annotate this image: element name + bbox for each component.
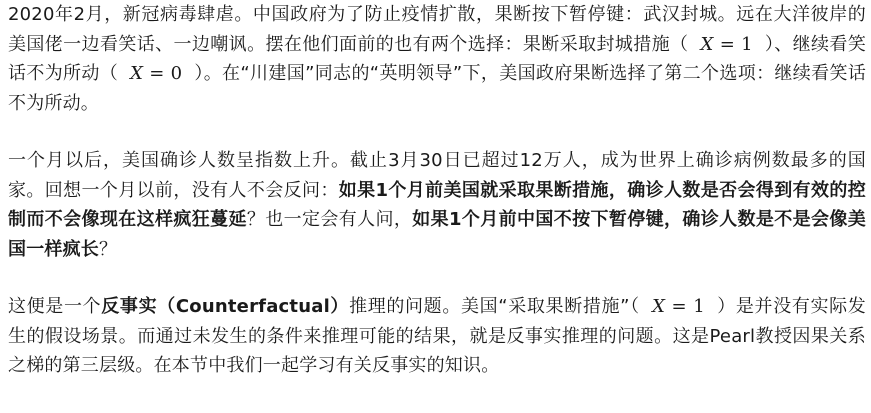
paragraph-text: ？也一定会有人问，	[246, 209, 413, 230]
math-x-equals-1: X = 1	[700, 33, 753, 55]
math-x-equals-0: X = 0	[130, 63, 183, 84]
paragraph-1	[8, 0, 866, 118]
paragraph-text: 这便是一个	[8, 296, 102, 317]
math-x-equals-1: X = 1	[652, 296, 705, 317]
paragraph-text: ）是并没有实际发生的假设场景。而通过未发生的条件来推理可能的结果，就是反事实推理的问题。这是Pearl教授因果关系之梯的第三层级。在本节中我们一起学习有关反事实的知识。	[8, 296, 867, 376]
paragraph-text: 2020年2月，新冠病毒肆虐。中国政府为了防止疫情扩散，果断按下暂停键：武汉封城。远在大洋彼岸的美国佬一边看笑话、一边嘲讽。摆在他们面前的也有两个选择：果断采取封城措施（	[8, 4, 866, 55]
article-body	[8, 0, 866, 381]
paragraph-text: ？	[99, 238, 118, 260]
paragraph-text: 推理的问题。美国“采取果断措施”（	[349, 296, 647, 317]
paragraph-text: ）。在“川建国”同志的“英明领导”下，美国政府果断选择了第二个选项：继续看笑话不为所动。	[8, 63, 867, 114]
paragraph-text: 一个月以后，美国确诊人数呈指数上升。截止3月30日已超过12万人，成为世界上确诊病例数最多的国家。回想一个月以前，没有人不会反问：	[8, 150, 866, 201]
bold-question-china: 如果1个月前中国不按下暂停键，确诊人数是不是会像美国一样疯长	[8, 209, 866, 260]
bold-term-counterfactual: 反事实（Counterfactual）	[101, 296, 350, 317]
paragraph-2	[8, 146, 866, 264]
bold-question-usa: 如果1个月前美国就采取果断措施，确诊人数是否会得到有效的控制而不会像现在这样疯狂蔓延	[8, 179, 866, 230]
paragraph-text: ）、继续看笑话不为所动（	[8, 33, 867, 84]
paragraph-3	[8, 292, 866, 381]
